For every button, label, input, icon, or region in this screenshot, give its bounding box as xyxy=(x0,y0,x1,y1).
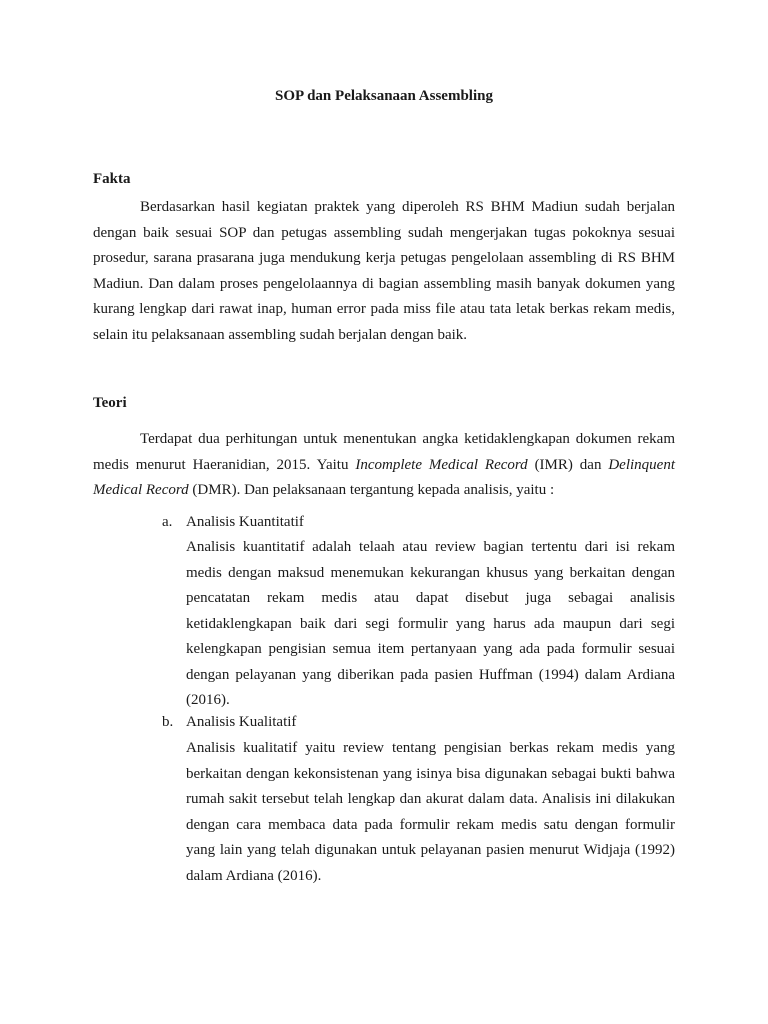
section-heading-fakta: Fakta xyxy=(93,171,131,187)
list-item-body: Analisis kualitatif yaitu review tentang pengisian berkas rekam medis yang berkaitan dengan kekonsistenan yang isinya bisa digunakan sebagai bukti bahwa rumah sakit tersebut telah lengkap dan akurat dalam data. Analisis ini dilakukan dengan cara membaca data pada formulir rekam medis satu dengan formulir yang lain yang telah digunakan untuk pelayanan pasien menurut Widjaja (1992) dalam Ardiana (2016). xyxy=(186,740,675,884)
section-heading-teori: Teori xyxy=(93,395,127,411)
teori-intro-text-1: Terdapat dua perhitungan untuk menentukan angka ketidaklengkapan dokumen rekam medis menurut Haeranidian, 2015. Yaitu xyxy=(93,431,675,473)
teori-intro-text-2: (IMR) dan xyxy=(527,456,609,473)
list-item-title: Analisis Kualitatif xyxy=(186,714,297,730)
term-dmr: Delinquent Medical Record xyxy=(93,456,675,498)
fakta-paragraph: Berdasarkan hasil kegiatan praktek yang diperoleh RS BHM Madiun sudah berjalan dengan baik sesuai SOP dan petugas assembling sudah mengerjakan tugas pokoknya sesuai prosedur, sarana prasarana juga mendukung kerja petugas pengelolaan assembling di RS BHM Madiun. Dan dalam proses pengelolaannya di bagian assembling masih banyak dokumen yang kurang lengkap dari rawat inap, human error pada miss file atau tata letak berkas rekam medis, selain itu pelaksanaan assembling sudah berjalan dengan baik. xyxy=(93,199,675,343)
teori-intro-text-3: (DMR). Dan pelaksanaan tergantung kepada analisis, yaitu : xyxy=(188,482,555,498)
document-title: SOP dan Pelaksanaan Assembling xyxy=(275,88,493,104)
list-item-title: Analisis Kuantitatif xyxy=(186,514,304,530)
term-imr: Incomplete Medical Record xyxy=(355,456,528,473)
list-item-label: a. xyxy=(162,514,173,530)
teori-intro-paragraph xyxy=(93,427,675,504)
list-item-body: Analisis kuantitatif adalah telaah atau review bagian tertentu dari isi rekam medis dengan maksud menemukan kekurangan khusus yang berkaitan dengan pencatatan rekam medis atau dapat disebut juga sebagai analisis ketidaklengkapan baik dari segi formulir yang harus ada maupun dari segi kelengkapan pengisian semua item pertanyaan yang ada pada formulir sesuai dengan pelayanan yang diberikan pada pasien Huffman (1994) dalam Ardiana (2016). xyxy=(186,539,675,708)
list-item-label: b. xyxy=(162,714,174,730)
